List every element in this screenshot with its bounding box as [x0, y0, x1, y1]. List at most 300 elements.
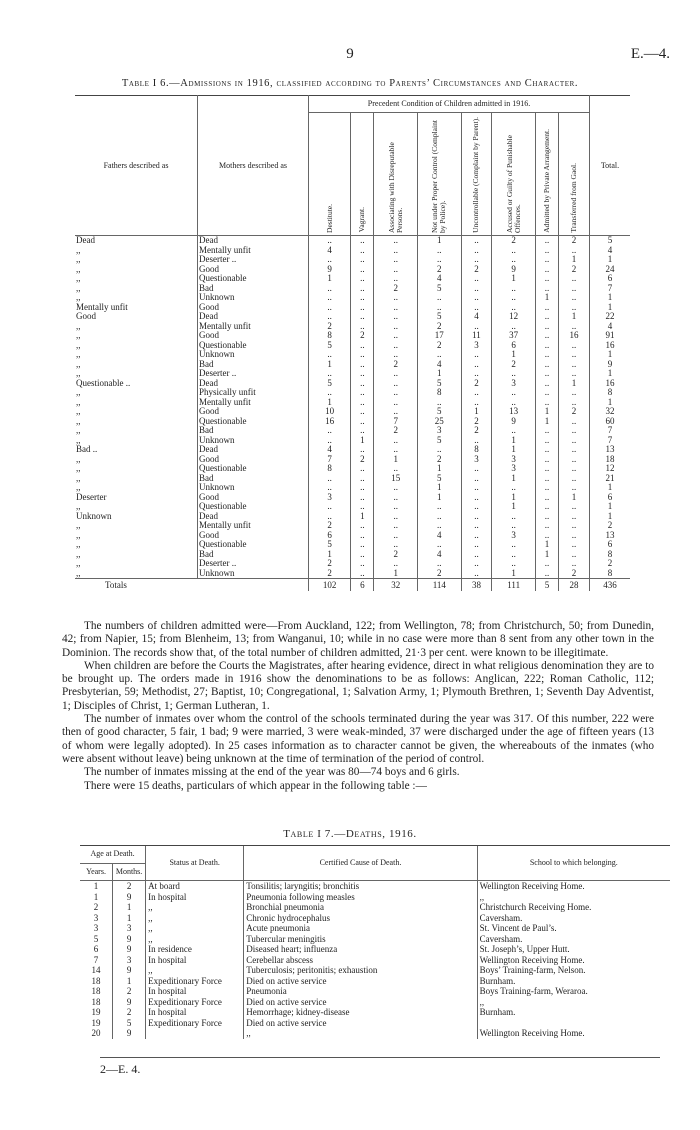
count-cell: .. [559, 369, 590, 379]
years-cell: 14 [91, 965, 101, 975]
count-cell: .. [559, 483, 590, 493]
header-precedent-condition: Precedent Condition of Children admitted in 1916. [309, 96, 590, 113]
count-cell: .. [351, 303, 374, 313]
status-cell: Expeditionary Force [146, 997, 244, 1008]
school-cell: St. Vincent de Paul’s. [477, 923, 670, 934]
count-cell: .. [559, 521, 590, 531]
father-cell: Dead [76, 235, 95, 245]
count-cell: .. [535, 436, 558, 446]
count-cell: .. [535, 455, 558, 465]
count-cell: 3 [492, 531, 536, 541]
count-cell: .. [535, 426, 558, 436]
count-cell: .. [418, 398, 462, 408]
count-cell: .. [461, 350, 492, 360]
count-cell: .. [374, 331, 418, 341]
mother-cell: Good [198, 493, 309, 503]
status-cell: ,, [146, 934, 244, 945]
count-cell: .. [559, 559, 590, 569]
count-cell: 8 [590, 569, 631, 579]
mother-cell: Good [198, 303, 309, 313]
count-cell: .. [559, 531, 590, 541]
admissions-table-body [75, 236, 630, 591]
count-cell: .. [535, 388, 558, 398]
count-cell: .. [535, 483, 558, 493]
count-cell: .. [535, 341, 558, 351]
mother-cell: Dead [198, 312, 309, 322]
count-cell: .. [461, 550, 492, 560]
header-accused: Accused or Guilty of Punishable Offences. [492, 112, 536, 236]
count-cell: 1 [461, 407, 492, 417]
mother-cell: Good [198, 265, 309, 275]
totals-row [75, 579, 630, 591]
count-cell: .. [418, 521, 462, 531]
mother-cell: Good [198, 407, 309, 417]
mother-cell: Deserter .. [198, 369, 309, 379]
count-cell: .. [461, 303, 492, 313]
count-cell: .. [535, 246, 558, 256]
cause-cell: Chronic hydrocephalus [244, 913, 477, 924]
months-cell: 9 [113, 965, 146, 976]
table-row [75, 341, 630, 351]
count-cell: 1 [492, 445, 536, 455]
count-cell: .. [461, 559, 492, 569]
count-cell: .. [351, 246, 374, 256]
table-row [75, 265, 630, 275]
count-cell: .. [418, 255, 462, 265]
count-cell: .. [559, 426, 590, 436]
months-cell: 5 [113, 1018, 146, 1029]
months-cell: 2 [113, 881, 146, 892]
count-cell: 1 [535, 417, 558, 427]
count-cell: 7 [590, 284, 631, 294]
count-cell: 6 [492, 341, 536, 351]
count-cell: 2 [374, 550, 418, 560]
school-cell: Wellington Receiving Home. [477, 955, 670, 966]
count-cell: 5 [309, 341, 351, 351]
count-cell: .. [374, 322, 418, 332]
mother-cell: Mentally unfit [198, 521, 309, 531]
months-cell: 1 [113, 913, 146, 924]
count-cell: 2 [374, 360, 418, 370]
count-cell: .. [309, 512, 351, 522]
cause-cell: Tonsilitis; laryngitis; bronchitis [244, 881, 477, 892]
count-cell: .. [309, 303, 351, 313]
count-cell: .. [374, 464, 418, 474]
count-cell: .. [559, 512, 590, 522]
father-cell: ,, [76, 502, 81, 511]
count-cell: 1 [492, 493, 536, 503]
header-school: School to which belonging. [477, 846, 670, 881]
paragraph: The number of inmates over whom the control of the schools terminated during the year was 317. Of this number, 222 were then of good character, 5 fair, 1 bad; 9 were married, 3 were weak-minded, 37 were discharged under the age of fifteen years (13 of whom were legally adopted). In 25 cases information as to character cannot be given, the whereabouts of the inmates (who were absent without leave) being unknown at the time of termination of the period of control. [62, 713, 654, 765]
count-cell: .. [535, 521, 558, 531]
status-cell: In hospital [146, 1007, 244, 1018]
father-cell: ,, [76, 530, 81, 540]
count-cell: 24 [590, 265, 631, 275]
years-cell: 7 [93, 954, 99, 965]
count-cell: .. [461, 360, 492, 370]
count-cell: 1 [590, 512, 631, 522]
count-cell: 5 [418, 284, 462, 294]
count-cell: .. [559, 398, 590, 408]
mother-cell: Dead [198, 445, 309, 455]
count-cell: 5 [418, 474, 462, 484]
paragraph: The number of inmates missing at the end of the year was 80—74 boys and 6 girls. [84, 766, 460, 779]
count-cell: .. [461, 255, 492, 265]
table-row [80, 902, 670, 913]
count-cell: 6 [590, 540, 631, 550]
mother-cell: Unknown [198, 436, 309, 446]
count-cell: 16 [309, 417, 351, 427]
count-cell: 2 [351, 455, 374, 465]
status-cell: ,, [146, 923, 244, 934]
table-row [75, 540, 630, 550]
count-cell: .. [351, 445, 374, 455]
count-cell: .. [309, 474, 351, 484]
count-cell: 8 [461, 445, 492, 455]
count-cell: 2 [309, 559, 351, 569]
count-cell: 16 [590, 341, 631, 351]
years-cell: 3 [93, 923, 99, 933]
page-number: 9 [346, 46, 354, 62]
father-cell: ,, [76, 473, 81, 483]
count-cell: 5 [418, 407, 462, 417]
count-cell: .. [535, 236, 558, 246]
count-cell: 1 [590, 502, 631, 512]
table-row [75, 512, 630, 522]
count-cell: .. [374, 531, 418, 541]
count-cell: .. [535, 398, 558, 408]
count-cell: 1 [492, 474, 536, 484]
count-cell: 37 [492, 331, 536, 341]
cause-cell: Diseased heart; influenza [244, 944, 477, 955]
count-cell: .. [559, 550, 590, 560]
father-cell: ,, [76, 245, 81, 255]
table-row [75, 379, 630, 389]
cause-cell: ,, [244, 1028, 477, 1039]
count-cell: .. [351, 236, 374, 246]
count-cell: .. [461, 521, 492, 531]
mother-cell: Mentally unfit [198, 398, 309, 408]
school-cell: ,, [477, 997, 670, 1008]
count-cell: 1 [418, 483, 462, 493]
months-cell: 2 [113, 1007, 146, 1018]
count-cell: 13 [590, 445, 631, 455]
count-cell: 1 [351, 436, 374, 446]
header-age: Age at Death. [80, 846, 146, 864]
count-cell: .. [309, 388, 351, 398]
header-mothers: Mothers described as [198, 96, 309, 236]
mother-cell: Dead [198, 236, 309, 246]
count-cell: .. [351, 540, 374, 550]
paragraph: The numbers of children admitted were—From Auckland, 122; from Wellington, 78; from Christchurch, 50; from Dunedin, 42; from Napier, 15; from Blenheim, 13; from Wanganui, 10; while in no case were more than 8 sent from any other town in the Dominion. The records show that, of the total number of children admitted, 21·3 per cent. were known to be illegitimate. [62, 620, 654, 659]
count-cell: 1 [309, 398, 351, 408]
count-cell: .. [374, 369, 418, 379]
count-cell: .. [492, 255, 536, 265]
count-cell: 2 [461, 426, 492, 436]
father-cell: Good [76, 312, 96, 321]
count-cell: 3 [418, 426, 462, 436]
father-cell: ,, [76, 369, 81, 378]
mother-cell: Bad [198, 360, 309, 370]
table-row [75, 274, 630, 284]
count-cell: .. [461, 464, 492, 474]
count-cell: 2 [418, 265, 462, 275]
count-cell: 1 [418, 236, 462, 246]
school-cell: Burnham. [477, 1007, 670, 1018]
status-cell: In residence [146, 944, 244, 955]
header-uncontrollable: Uncontrollable (Complaint by Parent). [461, 112, 492, 236]
count-cell: 17 [418, 331, 462, 341]
count-cell: .. [461, 531, 492, 541]
count-cell: .. [374, 293, 418, 303]
admissions-table [75, 95, 630, 591]
count-cell: .. [351, 521, 374, 531]
count-cell: .. [351, 293, 374, 303]
count-cell: 3 [492, 455, 536, 465]
header-not-under-control: Not under Proper Control (Complaint by Police). [418, 112, 462, 236]
count-cell: .. [492, 293, 536, 303]
school-cell: Wellington Receiving Home. [477, 881, 670, 892]
count-cell: 1 [374, 455, 418, 465]
total-cell: 436 [590, 579, 631, 591]
count-cell: .. [418, 559, 462, 569]
count-cell: 1 [535, 540, 558, 550]
count-cell: .. [374, 559, 418, 569]
count-cell: .. [492, 398, 536, 408]
count-cell: .. [492, 246, 536, 256]
father-cell: ,, [76, 407, 81, 416]
count-cell: 2 [461, 265, 492, 275]
count-cell: .. [309, 255, 351, 265]
school-cell: Boys’ Training-farm, Nelson. [477, 965, 670, 976]
count-cell: .. [351, 502, 374, 512]
count-cell: .. [461, 388, 492, 398]
count-cell: 5 [418, 312, 462, 322]
father-cell: ,, [76, 321, 81, 331]
count-cell: .. [374, 483, 418, 493]
count-cell: 3 [309, 493, 351, 503]
count-cell: 7 [590, 436, 631, 446]
count-cell: .. [535, 569, 558, 579]
count-cell: .. [535, 502, 558, 512]
count-cell: 12 [590, 464, 631, 474]
count-cell: .. [559, 464, 590, 474]
count-cell: 11 [461, 331, 492, 341]
count-cell: 7 [309, 455, 351, 465]
count-cell: .. [461, 483, 492, 493]
count-cell: .. [309, 426, 351, 436]
count-cell: 4 [309, 246, 351, 256]
cause-cell: Hemorrhage; kidney-disease [244, 1007, 477, 1018]
count-cell: .. [309, 502, 351, 512]
father-cell: ,, [76, 293, 81, 302]
count-cell: 9 [492, 265, 536, 275]
count-cell: .. [309, 293, 351, 303]
count-cell: .. [461, 322, 492, 332]
count-cell: .. [461, 569, 492, 579]
status-cell: In hospital [146, 892, 244, 903]
school-cell: Burnham. [477, 976, 670, 987]
count-cell: .. [535, 531, 558, 541]
header-transferred-gaol: Transferred from Gaol. [559, 112, 590, 236]
table-row [80, 1018, 670, 1029]
count-cell: .. [461, 284, 492, 294]
status-cell: ,, [146, 902, 244, 913]
count-cell: 13 [492, 407, 536, 417]
count-cell: 1 [590, 293, 631, 303]
father-cell: ,, [76, 540, 81, 549]
count-cell: 3 [461, 341, 492, 351]
count-cell: .. [492, 322, 536, 332]
count-cell: 1 [590, 369, 631, 379]
cause-cell: Died on active service [244, 1018, 477, 1029]
years-cell: 19 [91, 1007, 101, 1017]
count-cell: .. [559, 474, 590, 484]
count-cell: 1 [535, 293, 558, 303]
count-cell: 8 [309, 331, 351, 341]
count-cell: .. [351, 531, 374, 541]
count-cell: .. [374, 265, 418, 275]
table-row [75, 331, 630, 341]
status-cell: At board [146, 881, 244, 892]
father-cell: ,, [76, 521, 81, 530]
father-cell: Questionable .. [76, 378, 131, 388]
father-cell: Mentally unfit [76, 302, 128, 312]
count-cell: 9 [492, 417, 536, 427]
table-row [75, 417, 630, 427]
mother-cell: Unknown [198, 350, 309, 360]
count-cell: 8 [418, 388, 462, 398]
count-cell: 1 [590, 483, 631, 493]
count-cell: .. [351, 322, 374, 332]
table-row [80, 881, 670, 892]
years-cell: 20 [91, 1028, 101, 1038]
count-cell: .. [351, 550, 374, 560]
count-cell: 8 [590, 550, 631, 560]
father-cell: ,, [76, 464, 81, 473]
table-row [75, 369, 630, 379]
table-row [75, 246, 630, 256]
table-row [75, 255, 630, 265]
school-cell: Christchurch Receiving Home. [477, 902, 670, 913]
months-cell: 9 [113, 997, 146, 1008]
count-cell: 2 [461, 417, 492, 427]
count-cell: 2 [492, 360, 536, 370]
school-cell: Boys Training-farm, Weraroa. [477, 986, 670, 997]
count-cell: .. [309, 436, 351, 446]
father-cell: ,, [76, 264, 81, 274]
count-cell: 5 [309, 379, 351, 389]
count-cell: .. [535, 255, 558, 265]
count-cell: .. [535, 493, 558, 503]
table-row [80, 934, 670, 945]
count-cell: .. [559, 322, 590, 332]
count-cell: .. [461, 540, 492, 550]
count-cell: .. [351, 569, 374, 579]
count-cell: 1 [418, 493, 462, 503]
table-row [75, 284, 630, 294]
table-row [80, 1007, 670, 1018]
father-cell: ,, [76, 426, 81, 435]
table-row [75, 312, 630, 322]
count-cell: .. [309, 284, 351, 294]
count-cell: 2 [461, 379, 492, 389]
body-text [62, 620, 654, 793]
total-cell: 28 [559, 579, 590, 591]
table-row [75, 531, 630, 541]
footer-signature: 2—E. 4. [100, 1062, 141, 1076]
count-cell: .. [559, 445, 590, 455]
count-cell: 5 [418, 379, 462, 389]
count-cell: 4 [418, 531, 462, 541]
count-cell: .. [461, 369, 492, 379]
years-cell: 2 [93, 902, 99, 912]
table-row [80, 913, 670, 924]
count-cell: 22 [590, 312, 631, 322]
count-cell: .. [535, 284, 558, 294]
months-cell: 3 [113, 923, 146, 934]
count-cell: .. [418, 540, 462, 550]
count-cell: .. [418, 293, 462, 303]
count-cell: 5 [309, 540, 351, 550]
count-cell: .. [351, 417, 374, 427]
count-cell: 1 [309, 550, 351, 560]
count-cell: 2 [492, 236, 536, 246]
father-cell: ,, [76, 359, 81, 369]
count-cell: 1 [590, 350, 631, 360]
table-row [75, 398, 630, 408]
count-cell: .. [309, 369, 351, 379]
count-cell: .. [309, 236, 351, 246]
count-cell: 1 [418, 369, 462, 379]
father-cell: ,, [76, 549, 81, 559]
count-cell: 2 [590, 521, 631, 531]
school-cell [477, 1018, 670, 1029]
cause-cell: Tubercular meningitis [244, 934, 477, 945]
count-cell: 1 [559, 493, 590, 503]
father-cell: ,, [76, 568, 81, 578]
cause-cell: Pneumonia [244, 986, 477, 997]
count-cell: 8 [590, 388, 631, 398]
count-cell: 91 [590, 331, 631, 341]
count-cell: 1 [590, 303, 631, 313]
count-cell: .. [351, 464, 374, 474]
count-cell: .. [351, 274, 374, 284]
count-cell: 1 [351, 512, 374, 522]
total-cell: 32 [374, 579, 418, 591]
count-cell: 2 [418, 341, 462, 351]
count-cell: .. [559, 540, 590, 550]
cause-cell: Acute pneumonia [244, 923, 477, 934]
count-cell: 60 [590, 417, 631, 427]
mother-cell: Bad [198, 426, 309, 436]
table-row [75, 569, 630, 579]
count-cell: 13 [590, 531, 631, 541]
years-cell: 18 [91, 996, 101, 1007]
months-cell: 1 [113, 976, 146, 987]
document-reference: E.—4. [630, 46, 670, 62]
count-cell: 2 [559, 265, 590, 275]
count-cell: 4 [590, 246, 631, 256]
count-cell: 2 [559, 236, 590, 246]
count-cell: 2 [559, 569, 590, 579]
count-cell: 4 [418, 550, 462, 560]
table16-title: Table I 6.—Admissions in 1916, classified according to Parents’ Circumstances and Character. [121, 78, 579, 89]
paragraph: When children are before the Courts the Magistrates, after hearing evidence, direct in what religious denomination they are to be brought up. The orders made in 1916 show the denominations to be as follows: Anglican, 222; Roman Catholic, 112; Presbyterian, 59; Methodist, 27; Baptist, 10; Congregational, 1; Salvation Army, 1; Plymouth Brethren, 1; Seventh Day Adventist, 1; Disciples of Christ, 1; German Lutheran, 1. [62, 659, 654, 712]
years-cell: 18 [91, 975, 101, 986]
months-cell: 2 [113, 986, 146, 997]
count-cell: .. [492, 559, 536, 569]
